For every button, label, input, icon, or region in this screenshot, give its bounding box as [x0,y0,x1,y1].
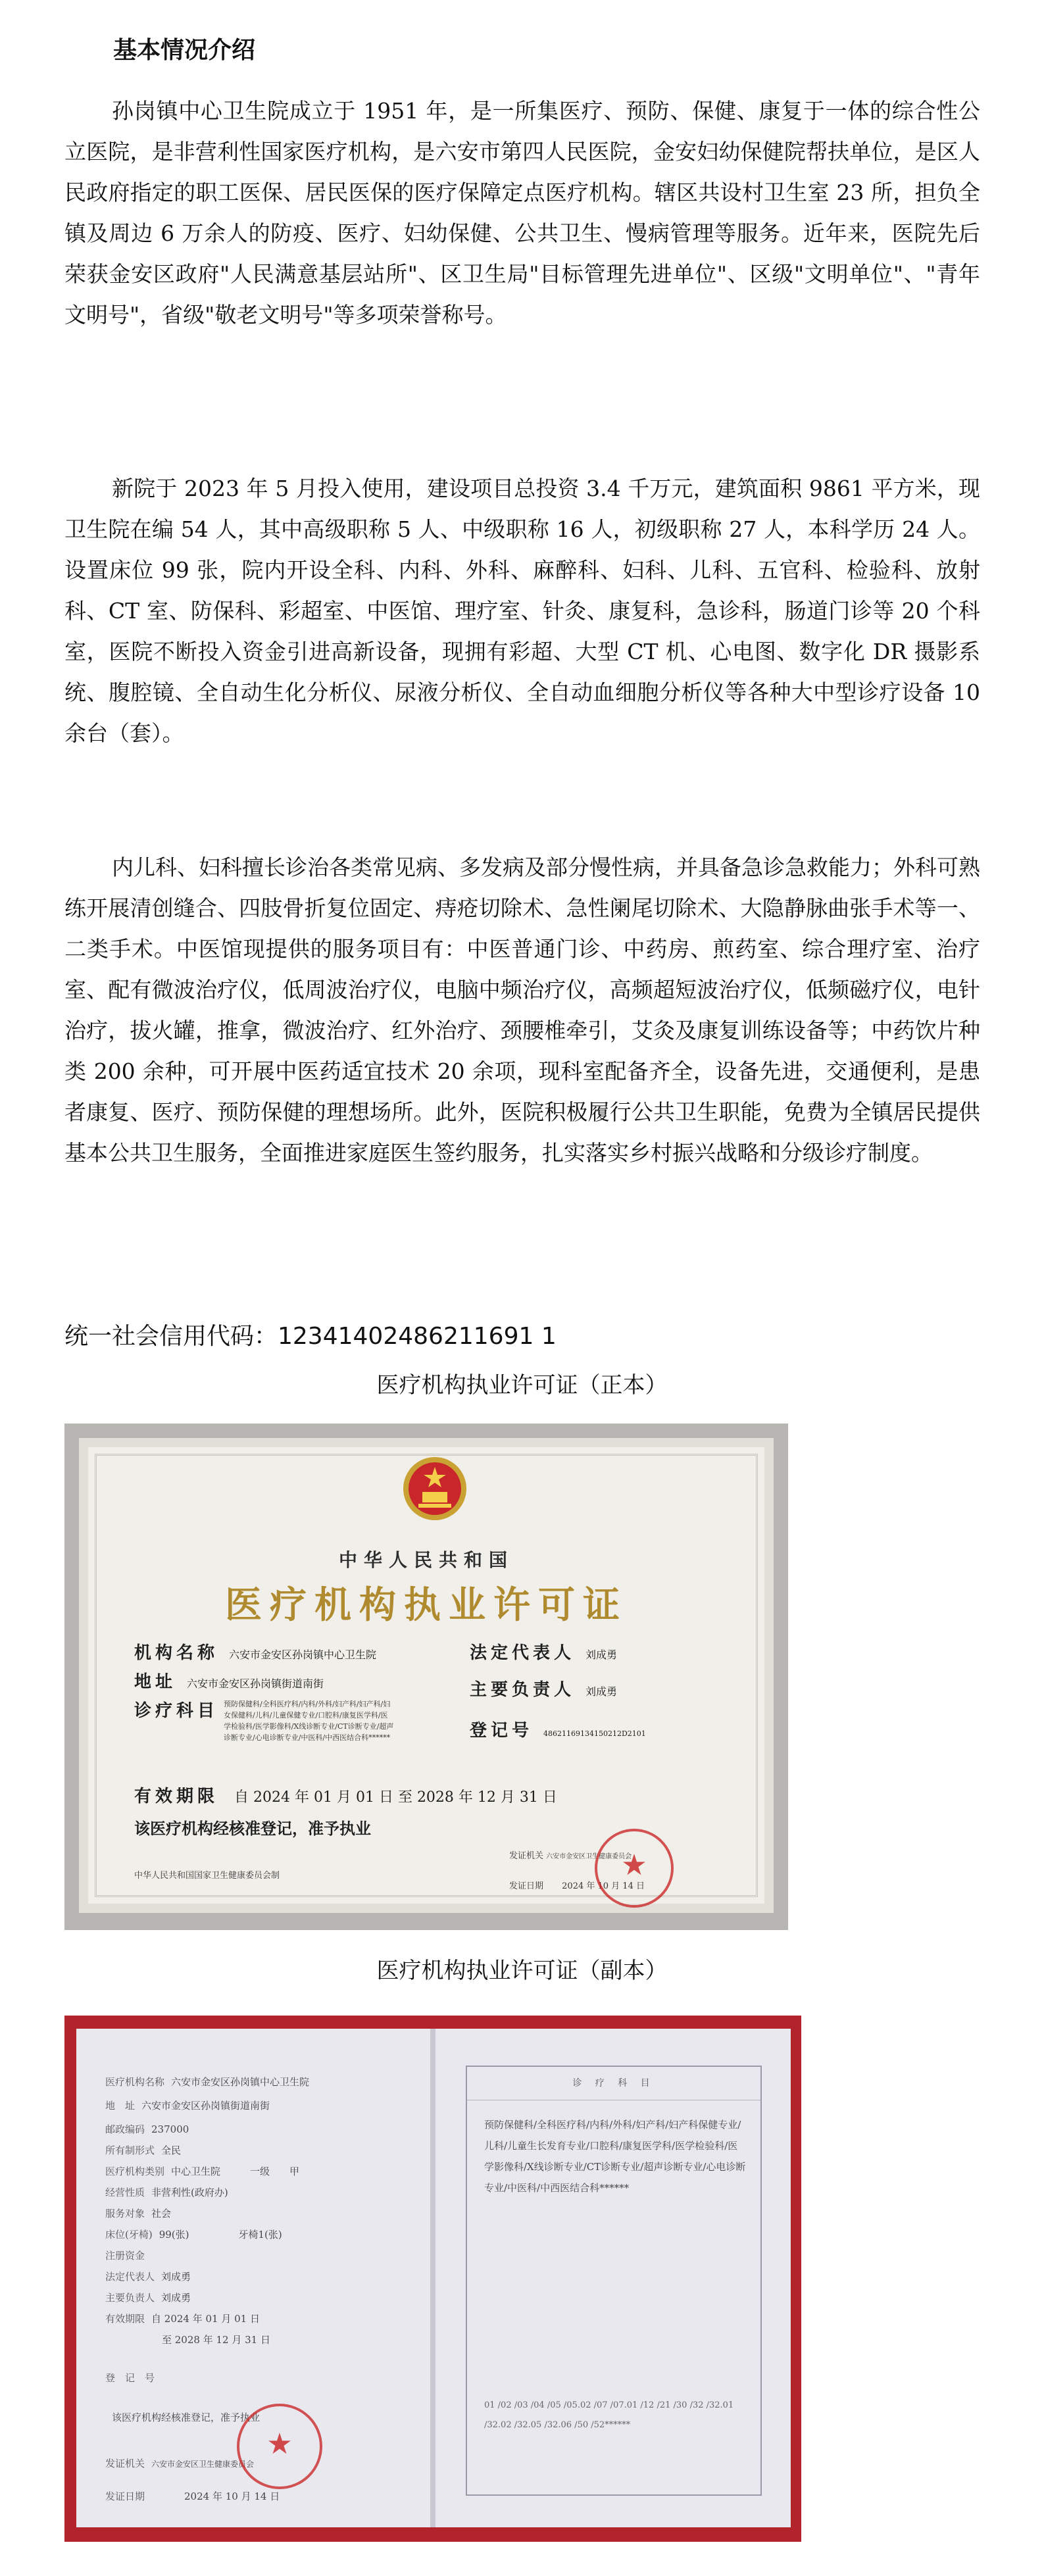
copy-row-12 [105,2312,260,2325]
subjects-row [134,1697,218,1721]
intro-paragraph-2: 新院于 2023 年 5 月投入使用，建设项目总投资 3.4 千万元，建筑面积 9861 平方米，现卫生院在编 54 人，其中高级职称 5 人、中级职称 16 人，初级职称 27 人，本科学历 24 人。设置床位 99 张，院内开设全科、内科、外科、麻醉科、妇科、儿科、五官科、检验科、放射科、CT 室、防保科、彩超室、中医馆、理疗室、针灸、康复科，急诊科，肠道门诊等 20 个科室，医院不断投入资金引进高新设备，现拥有彩超、大型 CT 机、心电图、数字化 DR 摄影系统、腹腔镜、全自动生化分析仪、尿液分析仪、全自动血细胞分析仪等各种大中型诊疗设备 10 余台（套）。 [64,476,981,746]
legal-rep-label: 法定代表人 [470,1643,576,1663]
issue-date-label: 发证日期 [509,1881,544,1891]
copy-row-value: 六安市金安区孙岗镇街道南街 [141,2100,270,2112]
copy-row-value: 社会 [151,2208,172,2219]
copy-row-label: 注册资金 [105,2250,145,2262]
copy-row-label: 床位(牙椅) [105,2229,153,2241]
address-label: 地址 [134,1672,177,1692]
certificate-copy-photo [64,2016,801,2542]
official-seal-icon: ★ [595,1829,674,1908]
copy-row-label: 发证日期 [105,2490,145,2502]
copy-row-value: 六安市金安区孙岗镇中心卫生院 [171,2076,310,2088]
copy-row-label: 主要负责人 [105,2292,155,2304]
scope-codes: 01 /02 /03 /04 /05 /05.02 /07 /07.01 /12 /21 /30 /32 /32.01 /32.02 /32.05 /32.06 /50 /52****** [484,2400,734,2430]
intro-paragraph-1: 孙岗镇中心卫生院成立于 1951 年，是一所集医疗、预防、保健、康复于一体的综合性公立医院，是非营利性国家医疗机构，是六安市第四人民医院，金安妇幼保健院帮扶单位，是区人民政府指定的职工医保、居民医保的医疗保障定点医疗机构。辖区共设村卫生室 23 所，担负全镇及周边 6 万余人的防疫、医疗、妇幼保健、公共卫生、慢病管理等服务。近年来，医院先后荣获金安区政府"人民满意基层站所"、区卫生局"目标管理先进单位"、区级"文明单位"、"青年文明号"，省级"敬老文明号"等多项荣誉称号。 [64,98,980,328]
copy-row-value: 237000 [151,2123,189,2135]
copy-row-value: 刘成勇 [161,2292,191,2304]
copy-row-value: 非营利性(政府办) [151,2187,228,2198]
copy-row-1 [105,2075,309,2089]
address-row [134,1668,324,1693]
copy-row-value: 99(张) 牙椅1(张) [159,2229,282,2241]
scope-title: 诊 疗 科 目 [572,2078,655,2089]
copy-row-8 [105,2227,282,2241]
certificate-booklet [76,2029,791,2527]
certificate-title: 医疗机构执业许可证 [225,1583,628,1627]
copy-row-label: 法定代表人 [105,2271,155,2283]
principal-label: 主要负责人 [470,1680,576,1700]
address-value: 六安市金安区孙岗镇街道南街 [187,1677,324,1690]
copy-row-4 [105,2143,181,2157]
certificate-original-photo [64,1424,788,1930]
section-heading: 基本情况介绍 [113,36,256,64]
legal-rep-row [470,1639,617,1664]
copy-row-6 [105,2185,228,2199]
copy-row-2 [105,2098,270,2112]
legal-rep-value: 刘成勇 [585,1648,618,1661]
copy-row-label: 所有制形式 [105,2144,155,2156]
intro-paragraph-3: 内儿科、妇科擅长诊治各类常见病、多发病及部分慢性病，并具备急诊急救能力；外科可熟练开展清创缝合、四肢骨折复位固定、痔疮切除术、急性阑尾切除术、大隐静脉曲张手术等一、二类手术。中医馆现提供的服务项目有：中医普通门诊、中药房、煎药室、综合理疗室、治疗室、配有微波治疗仪，低周波治疗仪，电脑中频治疗仪，高频超短波治疗仪，低频磁疗仪，电针治疗，拔火罐，推拿，微波治疗、红外治疗、颈腰椎牵引，艾灸及康复训练设备等；中药饮片种类 200 余种，可开展中医药适宜技术 20 余项，现科室配备齐全，设备先进，交通便利，是患者康复、医疗、预防保健的理想场所。此外，医院积极履行公共卫生职能，免费为全镇居民提供基本公共卫生服务，全面推进家庭医生签约服务，扎实落实乡村振兴战略和分级诊疗制度。 [64,855,980,1166]
validity-value: 自 2024 年 01 月 01 日 至 2028 年 12 月 31 日 [234,1789,557,1806]
copy-row-value: 全民 [161,2144,182,2156]
national-emblem-icon [399,1452,471,1525]
copy-row-16 [105,2456,254,2470]
copy-row-value: 2024 年 10 月 14 日 [184,2490,280,2502]
principal-value: 刘成勇 [585,1685,618,1698]
certificate-original [79,1438,774,1913]
org-name-row [134,1639,376,1664]
copy-row-9 [105,2248,151,2262]
reg-no-label: 登记号 [470,1721,534,1741]
copy-row-3 [105,2122,189,2136]
copy-row-15 [105,2410,260,2424]
copy-row-value: 中心卫生院 一级 甲 [171,2166,300,2177]
copy-row-value: 自 2024 年 01 月 01 日 [151,2313,260,2325]
subjects-value: 预防保健科/全科医疗科/内科/外科/妇产科/妇产科/妇女保健科/儿科/儿童保健专业/口腔科/康复医学科/医学检验科/医学影像科/X线诊断专业/CT诊断专业/超声诊断专业/心电诊断专业/中医科/中西医结合科****** [224,1700,394,1742]
subjects-label: 诊疗科目 [134,1701,219,1721]
reg-no-row [470,1717,646,1741]
copy-row-value: 至 2028 年 12 月 31 日 [162,2334,270,2346]
copy-row-label: 地 址 [105,2100,136,2112]
validity-label: 有效期限 [134,1787,219,1806]
credit-code: 统一社会信用代码：12341402486211691 1 [64,1323,557,1350]
copy-row-label: 登 记 号 [105,2372,155,2384]
principal-row [470,1676,617,1700]
scope-text: 预防保健科/全科医疗科/内科/外科/妇产科/妇产科保健专业/儿科/儿童生长发育专业/口腔科/康复医学科/医学检验科/医学影像科/X线诊断专业/CT诊断专业/超声诊断专业/心电诊断专业/中医科/中西医结合科****** [484,2119,746,2194]
caption-original-certificate: 医疗机构执业许可证（正本） [376,1372,668,1399]
reg-no-value: 48621169134150212D2101 [543,1729,646,1738]
copy-row-value: 刘成勇 [161,2271,191,2283]
copy-row-label: 有效期限 [105,2313,145,2325]
copy-row-7 [105,2206,171,2220]
copy-row-value: 六安市金安区卫生健康委员会 [151,2460,255,2469]
org-name-label: 机构名称 [134,1643,219,1663]
copy-row-label: 服务对象 [105,2208,145,2219]
booklet-left-page [76,2029,432,2527]
copy-row-label: 邮政编码 [105,2123,145,2135]
issue-date-value: 2024 年 10 月 14 日 [562,1881,645,1891]
scope-box [466,2066,762,2496]
validity-row [134,1783,557,1807]
copy-row-label: 医疗机构类别 [105,2166,165,2177]
copy-row-14 [105,2371,161,2385]
caption-copy-certificate: 医疗机构执业许可证（副本） [376,1958,668,1984]
issuing-org-label: 发证机关 [509,1851,544,1861]
org-name-value: 六安市金安区孙岗镇中心卫生院 [229,1648,377,1661]
copy-row-label: 医疗机构名称 [105,2076,165,2088]
copy-row-17 [105,2489,280,2503]
copy-official-seal-icon: ★ [237,2404,322,2489]
copy-row-13 [155,2333,270,2346]
copy-row-value: 该医疗机构经核准登记，准予执业 [112,2412,261,2423]
copy-row-10 [105,2269,191,2283]
copy-row-11 [105,2291,191,2304]
approval-text: 该医疗机构经核准登记，准予执业 [134,1819,371,1838]
issuing-org-value: 六安市金安区卫生健康委员会 [546,1853,632,1860]
copy-row-label: 经营性质 [105,2187,145,2198]
booklet-right-page [435,2029,791,2527]
copy-row-label: 发证机关 [105,2458,145,2469]
copy-row-5 [105,2164,299,2178]
certificate-country: 中华人民共和国 [338,1549,514,1571]
issuer-bottom: 中华人民共和国国家卫生健康委员会制 [134,1871,280,1881]
